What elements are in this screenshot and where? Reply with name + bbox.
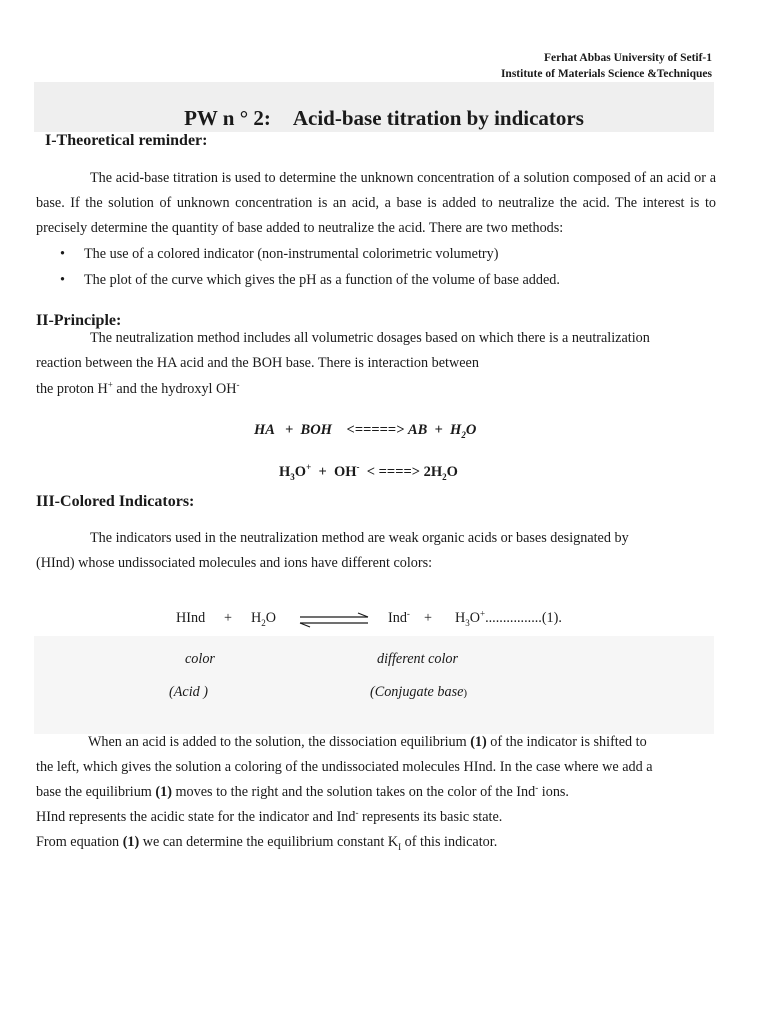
superscript: - — [356, 462, 360, 473]
subscript: 2 — [261, 617, 266, 628]
closing-line3 — [36, 784, 569, 801]
superscript: + — [306, 462, 312, 473]
bullet-icon: • — [60, 272, 65, 288]
superscript: - — [236, 379, 240, 390]
reaction-h3o — [455, 610, 562, 627]
bullet-icon: • — [60, 246, 65, 262]
eq-rhs: AB + H — [407, 422, 462, 438]
university-name: Ferhat Abbas University of Setif-1 — [543, 52, 712, 64]
text-run: HInd represents the acidic state for the indicator and Ind — [36, 809, 356, 825]
title-pw: PW n ° 2: — [184, 106, 271, 130]
equation-ref: (1) — [122, 834, 140, 850]
section2-line1: The neutralization method includes all volumetric dosages based on which there is a neutralization — [90, 330, 650, 346]
list-item — [60, 272, 560, 289]
text-run: O — [294, 464, 307, 480]
text-run: moves to the right and the solution takes on the color of the Ind — [171, 784, 536, 800]
closing-line4 — [36, 809, 502, 826]
section1-heading: I-Theoretical reminder: — [45, 132, 208, 149]
eq-arrow: <=====> — [346, 422, 405, 438]
page-title — [0, 106, 768, 131]
equation-neutralization — [254, 422, 476, 439]
text-run: + OH — [311, 464, 357, 480]
text-run: H — [279, 464, 291, 480]
subscript: 2 — [461, 429, 466, 440]
superscript: - — [406, 608, 410, 619]
eq-lhs: HA + BOH — [254, 422, 332, 438]
label-acid: (Acid ) — [169, 684, 208, 700]
text-run: Ind — [388, 610, 407, 626]
text-run: ions. — [538, 784, 569, 800]
superscript: + — [107, 379, 113, 390]
label-different-color: different color — [377, 651, 459, 667]
reaction-ind — [388, 610, 410, 627]
text-run: O — [469, 610, 480, 626]
section2-line2: reaction between the HA acid and the BOH base. There is interaction between — [36, 355, 479, 371]
text-run: represents its basic state. — [358, 809, 503, 825]
label-conjugate-base — [370, 684, 467, 701]
label-color: color — [185, 651, 215, 667]
superscript: + — [480, 608, 486, 619]
title-subject: Acid-base titration by indicators — [292, 106, 584, 130]
text-run: When an acid is added to the solution, the dissociation equilibrium — [88, 734, 471, 750]
subscript: 3 — [465, 617, 470, 628]
equilibrium-arrow-icon — [296, 612, 372, 628]
superscript: - — [535, 782, 539, 793]
text-run: O — [265, 610, 276, 626]
text-run: 2H — [423, 464, 443, 480]
subscript: 2 — [442, 471, 447, 482]
list-item — [60, 246, 498, 263]
text-run: H — [455, 610, 466, 626]
section1-text: The acid-base titration is used to determine the unknown concentration of a solution composed of an acid or a base. If the solution of unknown concentration is an acid, a base is added to neutralize the acid. The interest is to precisely determine the quantity of base added to neutralize the acid. There are two methods: — [36, 170, 716, 236]
equation-number: ................(1). — [485, 610, 562, 626]
equation-ref: (1) — [155, 784, 172, 800]
bullet-text: The use of a colored indicator (non-instrumental colorimetric volumetry) — [84, 246, 499, 262]
section2-heading: II-Principle: — [36, 312, 122, 329]
closing-line5 — [36, 834, 497, 851]
text-run: O — [446, 464, 458, 480]
text-run: and the hydroxyl OH — [112, 381, 237, 397]
section3-line1: The indicators used in the neutralization method are weak organic acids or bases designated by — [90, 530, 629, 546]
text-run: we can determine the equilibrium constant K — [139, 834, 399, 850]
bullet-text: The plot of the curve which gives the pH as a function of the volume of base added. — [84, 272, 560, 288]
closing-line2: the left, which gives the solution a coloring of the undissociated molecules HInd. In the case where we add a — [36, 759, 653, 775]
text-run: H — [251, 610, 262, 626]
reaction-plus: + — [424, 610, 433, 626]
eq-arrow: < ====> — [359, 464, 424, 480]
section3-line2: (HInd) whose undissociated molecules and ions have different colors: — [36, 555, 433, 571]
text-run: the proton H — [36, 381, 108, 397]
equation-ref: (1) — [470, 734, 487, 750]
text-run: ) — [463, 687, 468, 699]
reaction-plus: + — [224, 610, 233, 626]
text-run: From equation — [36, 834, 123, 850]
institute-name: Institute of Materials Science &Techniques — [500, 68, 712, 80]
closing-line1 — [88, 734, 647, 751]
equation-water — [279, 464, 458, 481]
reaction-h2o — [251, 610, 276, 627]
subscript: 3 — [290, 471, 295, 482]
text-run: base the equilibrium — [36, 784, 156, 800]
eq-rhs-end: O — [465, 422, 477, 438]
text-run: of this indicator. — [401, 834, 498, 850]
section1-paragraph — [36, 166, 716, 241]
text-run: (Conjugate base — [370, 684, 464, 700]
superscript: - — [355, 807, 359, 818]
subscript: I — [398, 841, 402, 852]
reaction-hind: HInd — [176, 610, 206, 626]
section2-line3 — [36, 381, 240, 398]
section3-heading: III-Colored Indicators: — [36, 493, 195, 510]
text-run: of the indicator is shifted to — [486, 734, 647, 750]
